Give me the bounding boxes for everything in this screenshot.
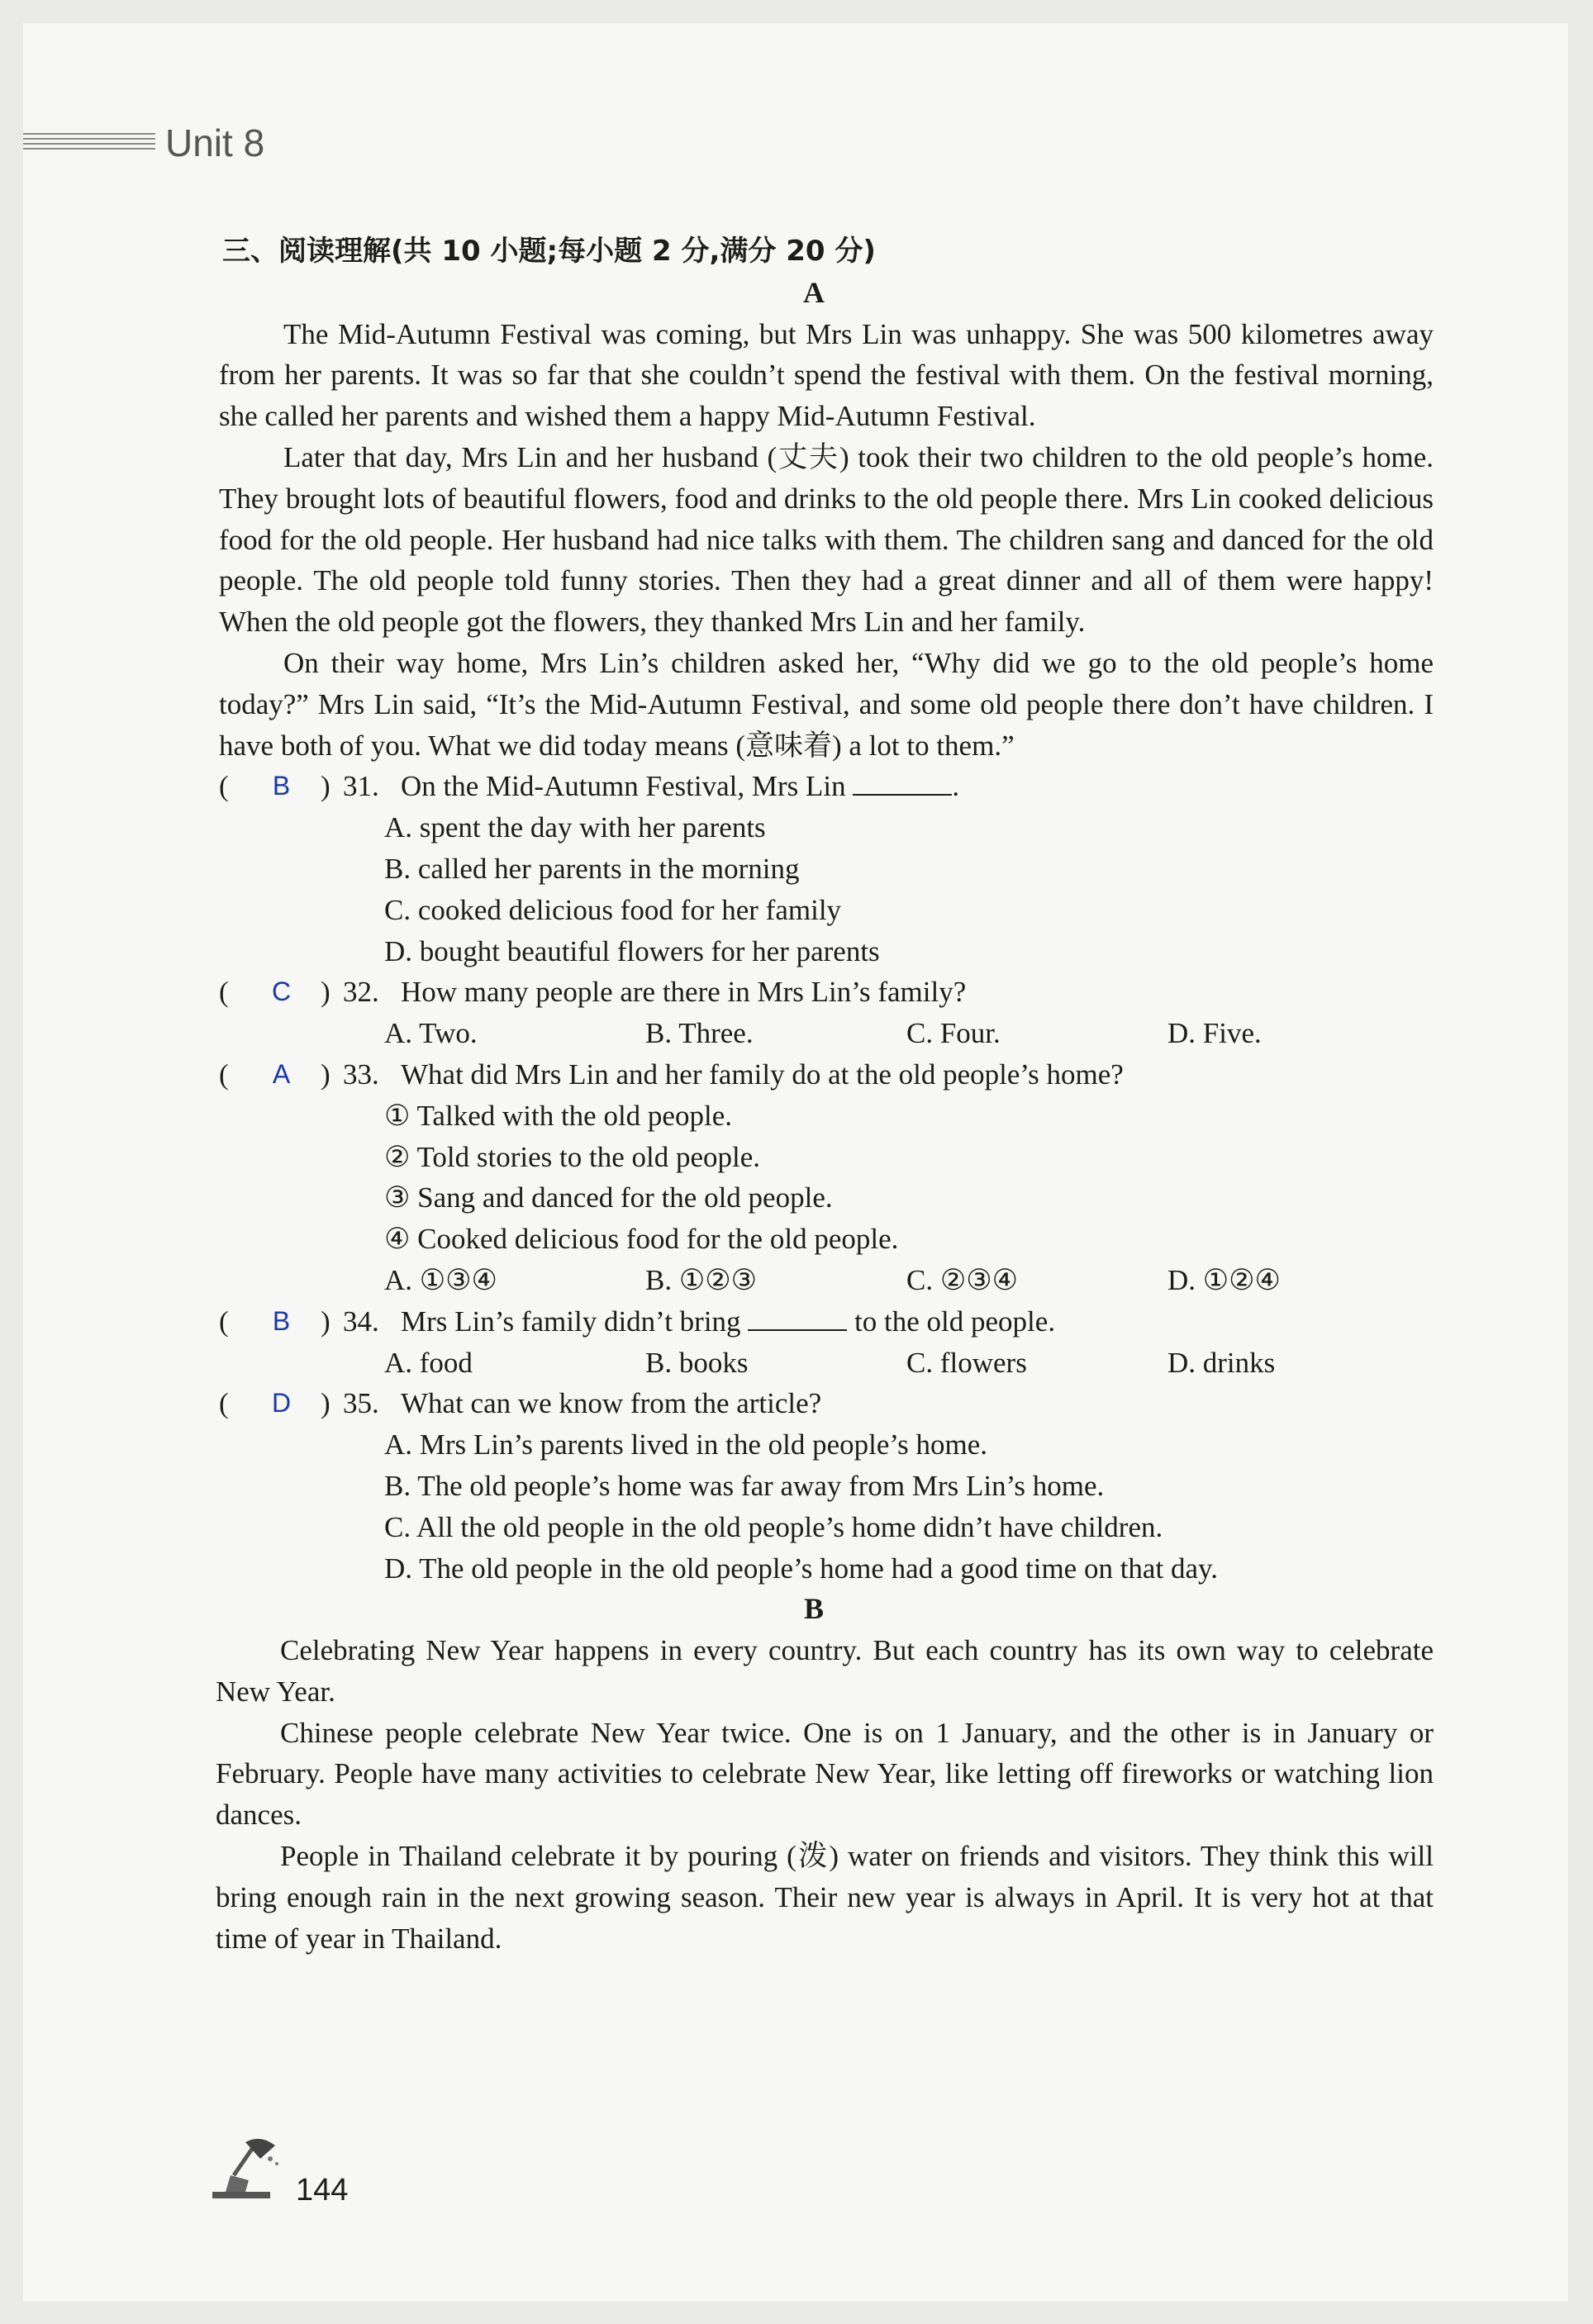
option: A. Two. — [384, 1017, 478, 1050]
unit-header — [23, 114, 264, 172]
statement: ① Talked with the old people. — [384, 1099, 732, 1132]
question-stem: On the Mid-Autumn Festival, Mrs Lin . — [401, 766, 959, 807]
question-31: ( B ) 31. On the Mid-Autumn Festival, Mrs Lin . — [219, 766, 1434, 807]
question-stem: How many people are there in Mrs Lin’s family? — [401, 976, 967, 1009]
answer-blank — [748, 1301, 847, 1331]
question-number: 35. — [343, 1387, 379, 1420]
option: A. spent the day with her parents — [384, 811, 766, 844]
question-33: ( A ) 33. What did Mrs Lin and her family do at the old people’s home? — [219, 1054, 1434, 1095]
option: B. The old people’s home was far away from Mrs Lin’s home. — [384, 1469, 1105, 1502]
option: C. cooked delicious food for her family — [384, 893, 842, 926]
page-number: 144 — [296, 2173, 349, 2208]
passage-b-paragraph: Chinese people celebrate New Year twice. One is on 1 January, and the other is in January or February. People have many activities to celebrate New Year, like letting off fireworks or watching lion dances. — [216, 1716, 1434, 1832]
answer-blank — [853, 766, 952, 796]
statement: ③ Sang and danced for the old people. — [384, 1181, 833, 1214]
passage-b-label: B — [803, 1592, 824, 1626]
option: A. Mrs Lin’s parents lived in the old people’s home. — [384, 1428, 988, 1461]
option: B. Three. — [645, 1017, 754, 1050]
option: C. ②③④ — [906, 1263, 1018, 1296]
desk-lamp-icon — [209, 2134, 283, 2202]
section-heading: 三、阅读理解(共 10 小题;每小题 2 分,满分 20 分) — [222, 235, 876, 268]
question-number: 33. — [343, 1057, 379, 1091]
option: D. bought beautiful flowers for her parents — [384, 934, 880, 967]
question-32: ( C ) 32. How many people are there in Mrs Lin’s family? — [219, 972, 1434, 1013]
question-35: ( D ) 35. What can we know from the article? — [219, 1383, 1434, 1424]
option: A. ①③④ — [384, 1263, 497, 1296]
passage-b-paragraph: Celebrating New Year happens in every country. But each country has its own way to celebrate New Year. — [216, 1634, 1434, 1708]
passage-a-paragraph: The Mid-Autumn Festival was coming, but Mrs Lin was unhappy. She was 500 kilometres away from her parents. It was so far that she couldn’t spend the festival with them. On the festival morning, she called her parents and wished them a happy Mid-Autumn Festival. — [219, 317, 1434, 433]
question-number: 31. — [343, 770, 379, 803]
answer-32: C — [271, 977, 292, 1007]
question-number: 32. — [343, 976, 379, 1009]
option: D. The old people in the old people’s home had a good time on that day. — [384, 1552, 1218, 1585]
question-34: ( B ) 34. Mrs Lin’s family didn’t bring to the old people. — [219, 1301, 1434, 1343]
option: B. ①②③ — [645, 1263, 757, 1296]
answer-31: B — [272, 771, 291, 801]
option: C. Four. — [906, 1017, 1001, 1050]
option: D. Five. — [1167, 1017, 1262, 1050]
option: C. flowers — [906, 1346, 1027, 1379]
question-stem: Mrs Lin’s family didn’t bring to the old people. — [401, 1301, 1055, 1343]
question-stem: What did Mrs Lin and her family do at the old people’s home? — [401, 1057, 1124, 1091]
statement: ② Told stories to the old people. — [384, 1140, 761, 1173]
question-stem: What can we know from the article? — [401, 1387, 822, 1420]
unit-title: Unit 8 — [165, 121, 265, 164]
option: B. books — [645, 1346, 749, 1379]
option: C. All the old people in the old people’s home didn’t have children. — [384, 1510, 1163, 1543]
option: D. ①②④ — [1167, 1263, 1281, 1296]
question-number: 34. — [343, 1305, 379, 1338]
option: D. drinks — [1167, 1346, 1276, 1379]
options-row — [384, 1343, 1434, 1384]
option: A. food — [384, 1346, 473, 1379]
header-decoration — [23, 133, 155, 153]
answer-34: B — [272, 1305, 291, 1336]
worksheet-page — [23, 23, 1568, 2302]
passage-a-paragraph: Later that day, Mrs Lin and her husband (丈夫) took their two children to the old people’s home. They brought lots of beautiful flowers, food and drinks to the old people there. Mrs Lin cooked delicious food for the old people. Her husband had nice talks with them. The children sang and danced for the old people. The old people told funny stories. Then they had a great dinner and all of them were happy! When the old people got the flowers, they thanked Mrs Lin and her family. — [219, 440, 1434, 639]
statement: ④ Cooked delicious food for the old people. — [384, 1223, 899, 1256]
passage-a-paragraph: On their way home, Mrs Lin’s children asked her, “Why did we go to the old people’s home today?” Mrs Lin said, “It’s the Mid-Autumn Festival, and some old people there don’t have children. I have both of you. What we did today means (意味着) a lot to them.” — [219, 646, 1434, 762]
answer-33: A — [272, 1058, 291, 1089]
passage-b-paragraph: People in Thailand celebrate it by pouring (泼) water on friends and visitors. They think this will bring enough rain in the next growing season. Their new year is always in April. It is very hot at that time of year in Thailand. — [216, 1840, 1434, 1955]
option: B. called her parents in the morning — [384, 852, 800, 885]
options-row — [384, 1260, 1434, 1301]
passage-a-label: A — [803, 275, 825, 309]
answer-35: D — [271, 1388, 292, 1419]
main-content — [194, 231, 1434, 1959]
options-row — [384, 1013, 1434, 1054]
